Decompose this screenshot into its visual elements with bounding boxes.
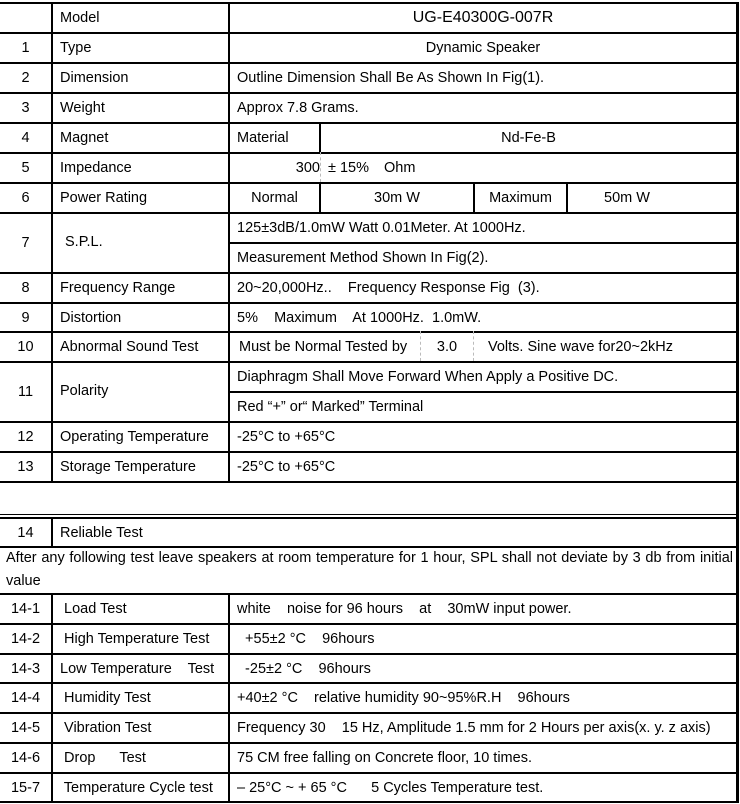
- row-number: 14: [17, 524, 34, 541]
- item-label: Operating Temperature: [60, 429, 209, 445]
- type-value: Dynamic Speaker: [425, 40, 541, 56]
- divider: [0, 481, 738, 483]
- row-number: 7: [21, 235, 30, 251]
- item-label: S.P.L.: [65, 234, 103, 250]
- item-label: Abnormal Sound Test: [60, 339, 199, 355]
- test-condition: -25±2 °C 96hours: [237, 660, 371, 677]
- test-condition: +40±2 °C relative humidity 90~95%R.H 96hours: [237, 690, 570, 706]
- test-name: Low Temperature Test: [60, 660, 215, 677]
- polarity-line2: Red “+” or“ Marked” Terminal: [237, 399, 424, 415]
- abnormal-sound-suffix: Volts. Sine wave for20~2kHz: [488, 339, 673, 355]
- impedance-value: 300: [295, 160, 320, 176]
- test-number: 15-7: [10, 779, 41, 796]
- item-label: Weight: [60, 100, 105, 116]
- power-normal-value: 30m W: [374, 190, 420, 206]
- item-label: Storage Temperature: [60, 459, 196, 475]
- test-name: Vibration Test: [60, 720, 152, 736]
- test-condition: – 25°C ~ + 65 °C 5 Cycles Temperature test.: [237, 779, 544, 796]
- power-max-label: Maximum: [489, 190, 552, 206]
- reliability-note: After any following test leave speakers at room temperature for 1 hour, SPL shall not deviate by 3 db from initial value: [6, 550, 733, 589]
- row-number: 12: [17, 429, 34, 445]
- power-max-value: 50m W: [604, 190, 650, 206]
- item-label: Impedance: [60, 160, 132, 176]
- row-number: 5: [21, 160, 30, 176]
- impedance-unit: Ohm: [384, 160, 416, 176]
- row-number: 13: [17, 459, 34, 475]
- item-label: Polarity: [60, 383, 109, 399]
- test-condition: 75 CM free falling on Concrete floor, 10 times.: [237, 750, 532, 766]
- model-value: UG-E40300G-007R: [412, 9, 554, 26]
- weight-value: Approx 7.8 Grams.: [237, 100, 359, 116]
- row-number: 1: [21, 40, 30, 56]
- row-number: 10: [17, 339, 34, 355]
- test-name: High Temperature Test: [60, 631, 210, 647]
- storage-temperature-value: -25°C to +65°C: [237, 459, 336, 475]
- abnormal-sound-prefix: Must be Normal Tested by: [239, 339, 408, 355]
- row-number: 3: [21, 100, 30, 116]
- frequency-range-value: 20~20,000Hz.. Frequency Response Fig (3).: [237, 280, 540, 296]
- test-name: Load Test: [60, 601, 127, 617]
- test-number: 14-3: [10, 660, 41, 677]
- impedance-tolerance: ± 15%: [328, 160, 370, 176]
- row-number: 9: [21, 309, 30, 326]
- row-number: 6: [21, 190, 30, 206]
- test-name: Temperature Cycle test: [60, 779, 213, 796]
- operating-temperature-value: -25°C to +65°C: [237, 429, 336, 445]
- row-number: 4: [21, 130, 30, 146]
- spl-line1: 125±3dB/1.0mW Watt 0.01Meter. At 1000Hz.: [237, 220, 526, 236]
- spl-line2: Measurement Method Shown In Fig(2).: [237, 250, 489, 266]
- polarity-line1: Diaphragm Shall Move Forward When Apply a Positive DC.: [237, 369, 619, 385]
- item-label: Distortion: [60, 309, 122, 326]
- row-number: 11: [17, 384, 34, 400]
- magnet-material-value: Nd-Fe-B: [501, 130, 556, 146]
- item-label: Magnet: [60, 130, 109, 146]
- test-number: 14-2: [10, 631, 41, 647]
- divider: [0, 514, 738, 515]
- test-name: Drop Test: [60, 750, 146, 766]
- test-number: 14-4: [10, 690, 41, 706]
- test-condition: white noise for 96 hours at 30mW input power.: [237, 601, 572, 617]
- row-number: 8: [21, 280, 30, 296]
- item-label: Dimension: [60, 70, 129, 86]
- power-normal-label: Normal: [251, 190, 298, 206]
- item-label: Power Rating: [60, 190, 148, 206]
- magnet-sub-label: Material: [237, 130, 289, 146]
- test-condition: Frequency 30 15 Hz, Amplitude 1.5 mm for 2 Hours per axis(x. y. z axis): [237, 720, 711, 736]
- abnormal-sound-voltage: 3.0: [436, 339, 458, 355]
- test-name: Humidity Test: [60, 690, 151, 706]
- row-number: 2: [21, 70, 30, 86]
- item-label: Frequency Range: [60, 280, 176, 296]
- dimension-value: Outline Dimension Shall Be As Shown In Fig(1).: [237, 70, 545, 86]
- item-label: Type: [60, 40, 92, 56]
- test-number: 14-1: [10, 601, 41, 617]
- test-number: 14-5: [10, 720, 41, 736]
- test-condition: +55±2 °C 96hours: [237, 631, 375, 647]
- model-label: Model: [60, 10, 100, 26]
- distortion-value: 5% Maximum At 1000Hz. 1.0mW.: [237, 309, 482, 326]
- test-number: 14-6: [10, 750, 41, 766]
- divider: [0, 801, 738, 803]
- divider: [473, 331, 474, 361]
- reliability-title: Reliable Test: [60, 524, 143, 541]
